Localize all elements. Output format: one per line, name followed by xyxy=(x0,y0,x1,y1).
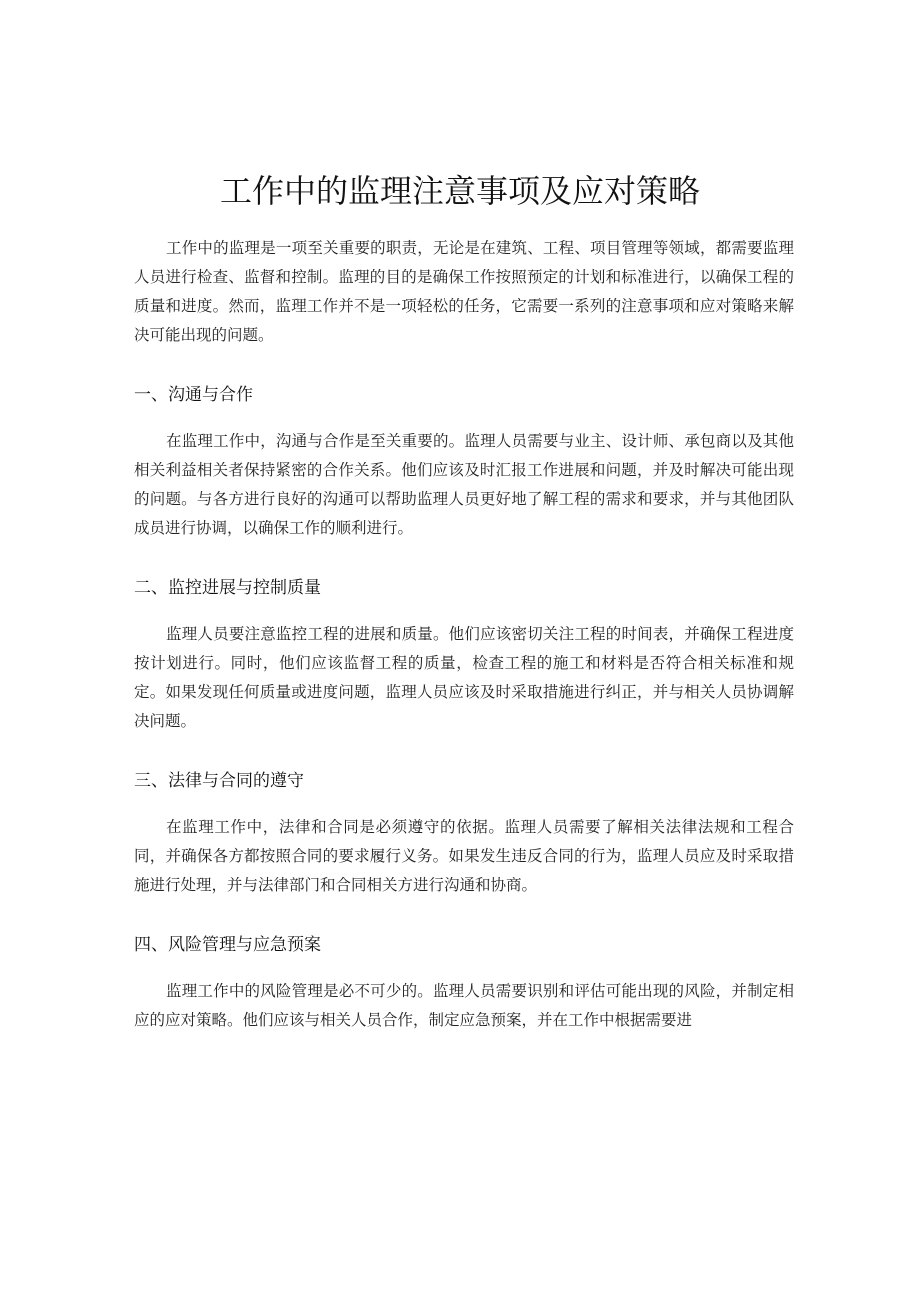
intro-paragraph: 工作中的监理是一项至关重要的职责，无论是在建筑、工程、项目管理等领域，都需要监理人员进行检查、监督和控制。监理的目的是确保工作按照预定的计划和标准进行，以确保工程的质量和进度。然而，监理工作并不是一项轻松的任务，它需要一系列的注意事项和应对策略来解决可能出现的问题。 xyxy=(134,239,794,344)
section-body-law-contract: 在监理工作中，法律和合同是必须遵守的依据。监理人员需要了解相关法律法规和工程合同，并确保各方都按照合同的要求履行义务。如果发生违反合同的行为，监理人员应及时采取措施进行处理，并与法律部门和合同相关方进行沟通和协商。 xyxy=(134,818,794,894)
section-heading-risk-management: 四、风险管理与应急预案 xyxy=(134,935,321,955)
section-body-communication: 在监理工作中，沟通与合作是至关重要的。监理人员需要与业主、设计师、承包商以及其他相关利益相关者保持紧密的合作关系。他们应该及时汇报工作进展和问题，并及时解决可能出现的问题。与各方进行良好的沟通可以帮助监理人员更好地了解工程的需求和要求，并与其他团队成员进行协调，以确保工作的顺利进行。 xyxy=(134,432,794,537)
document-body xyxy=(134,234,794,1035)
section-heading-progress-quality: 二、监控进展与控制质量 xyxy=(134,578,321,598)
section-heading-law-contract: 三、法律与合同的遵守 xyxy=(134,771,304,791)
document-title: 工作中的监理注意事项及应对策略 xyxy=(219,172,700,210)
section-heading-communication: 一、沟通与合作 xyxy=(134,385,253,405)
section-body-progress-quality: 监理人员要注意监控工程的进展和质量。他们应该密切关注工程的时间表，并确保工程进度按计划进行。同时，他们应该监督工程的质量，检查工程的施工和材料是否符合相关标准和规定。如果发现任何质量或进度问题，监理人员应该及时采取措施进行纠正，并与相关人员协调解决问题。 xyxy=(134,625,794,730)
section-body-risk-management: 监理工作中的风险管理是必不可少的。监理人员需要识别和评估可能出现的风险，并制定相应的应对策略。他们应该与相关人员合作，制定应急预案，并在工作中根据需要进 xyxy=(134,982,794,1029)
